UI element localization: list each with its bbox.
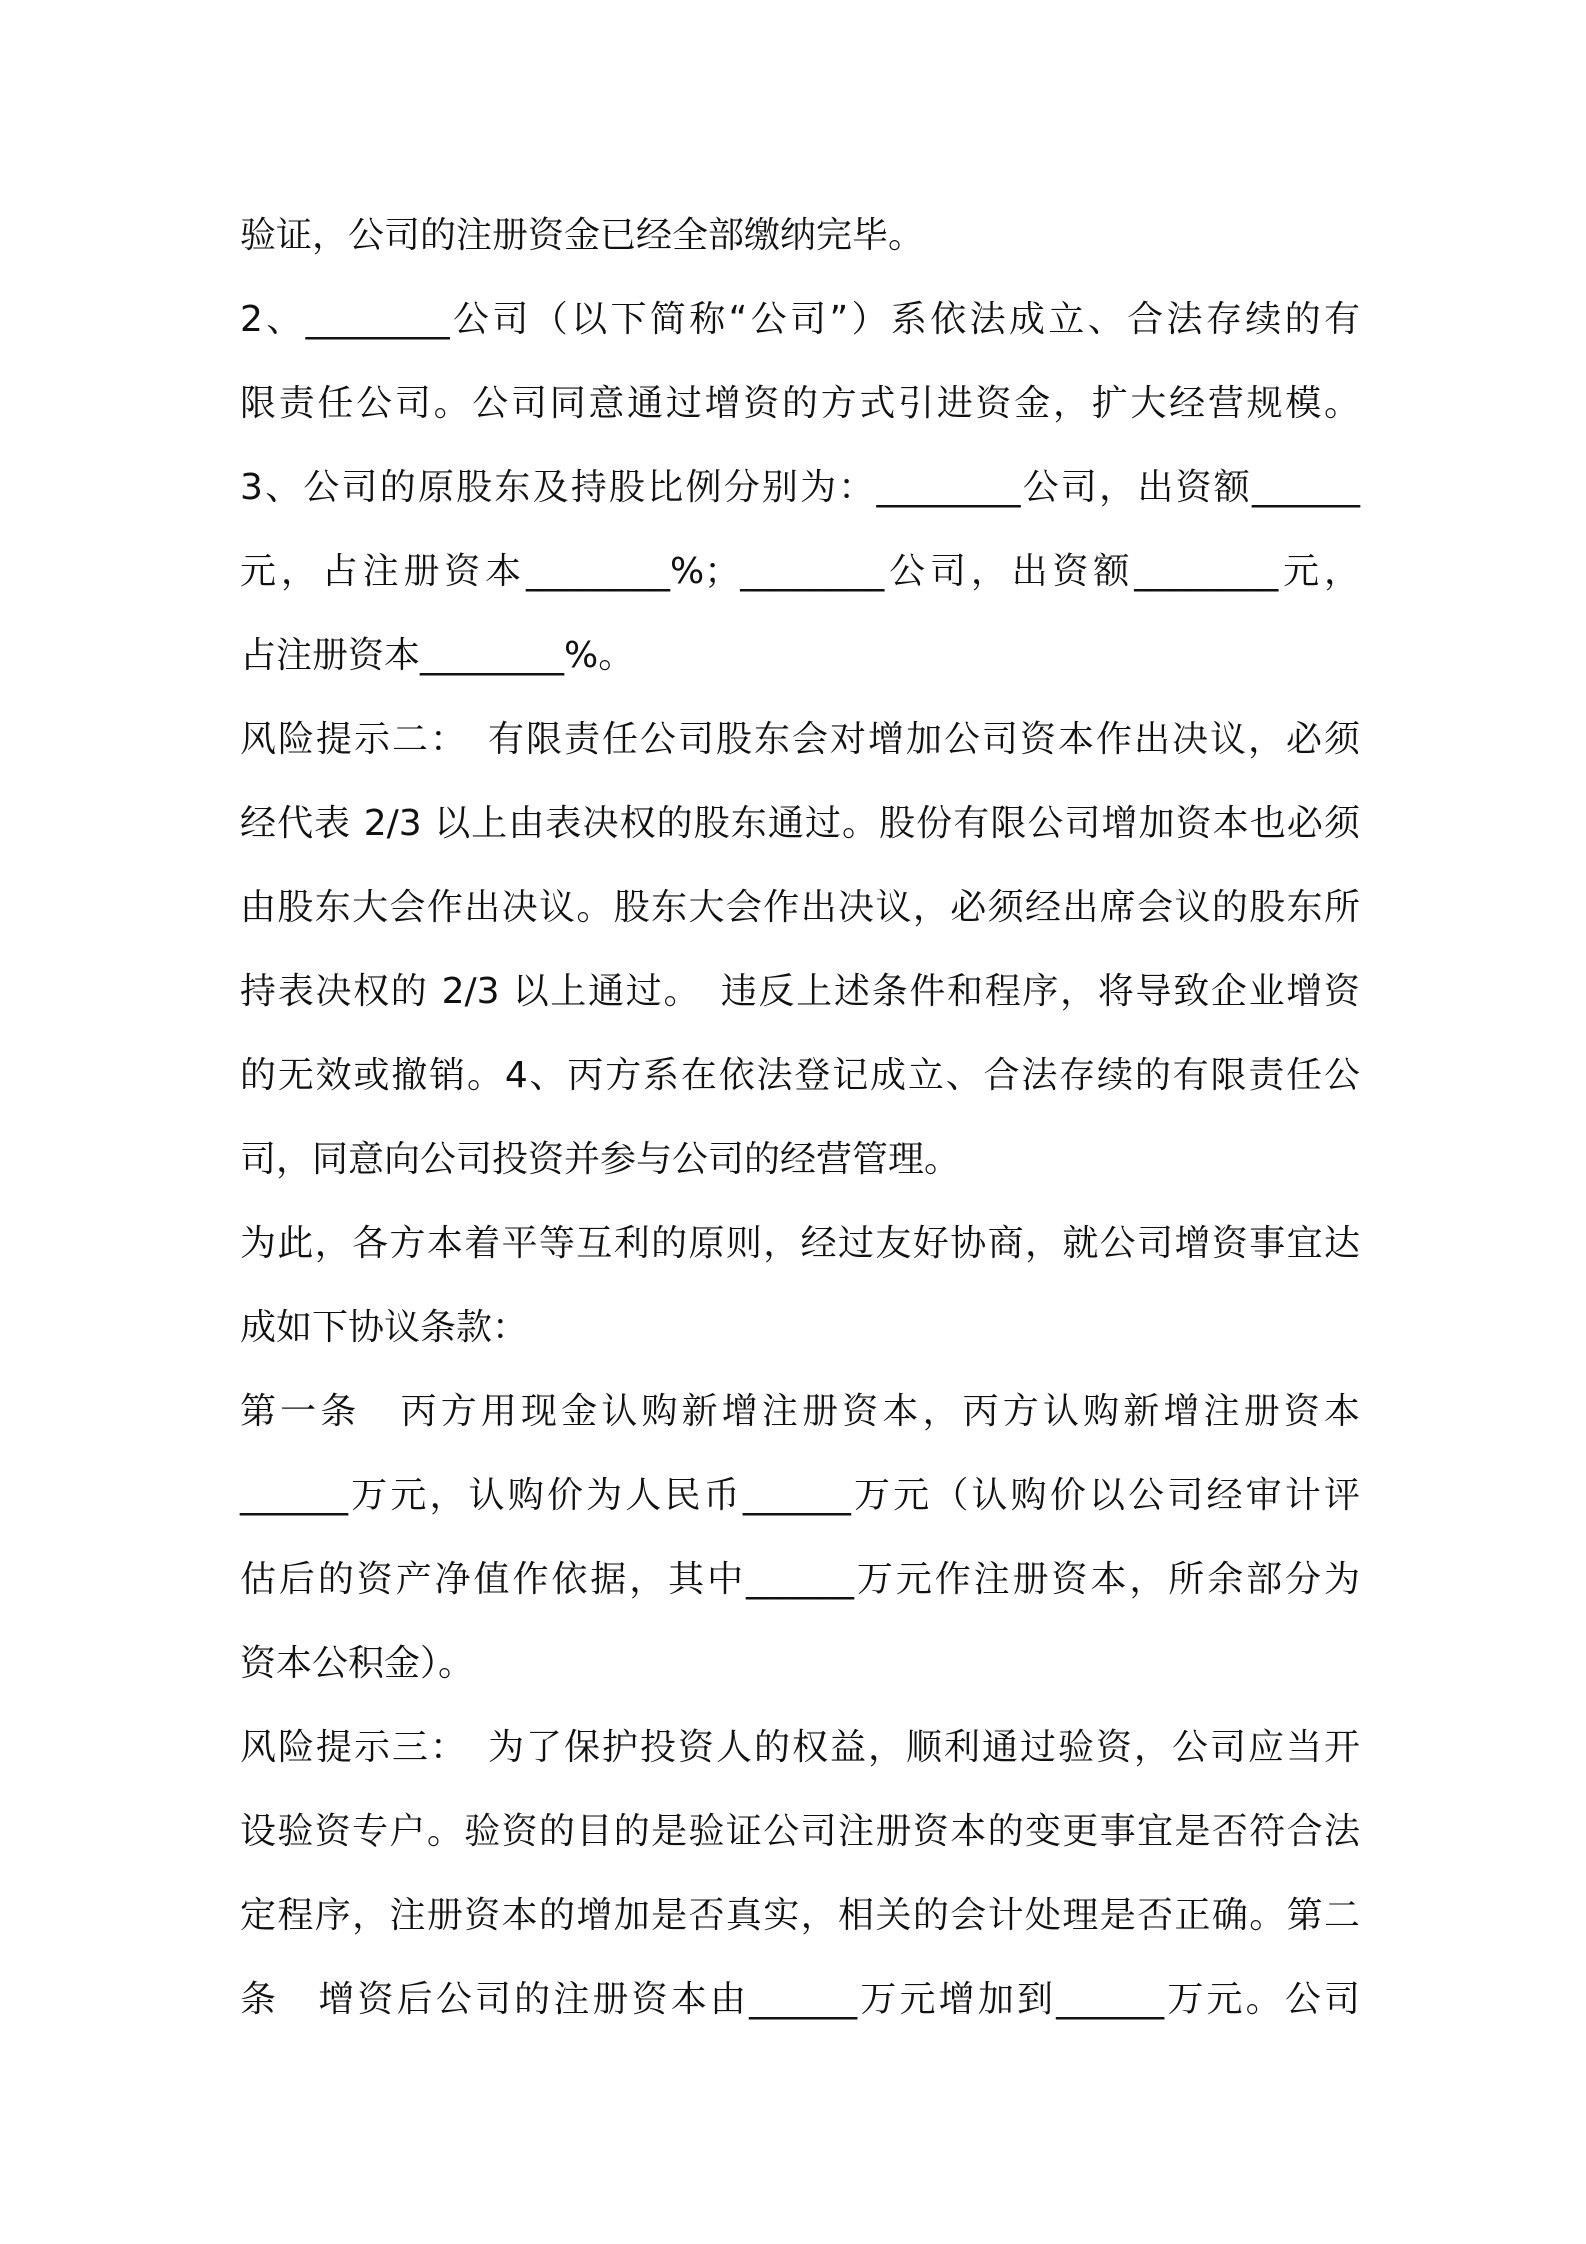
text-line: 为此，各方本着平等互利的原则，经过友好协商，就公司增资事宜达 [240,1223,1360,1264]
text-line: 第一条 丙方用现金认购新增注册资本，丙方认购新增注册资本 [240,1391,1360,1432]
text-line: 资本公积金）。 [240,1643,475,1684]
text-line: 风险提示二： 有限责任公司股东会对增加公司资本作出决议，必须 [240,719,1360,760]
text-line: 2、________公司（以下简称“公司”）系依法成立、合法存续的有 [240,299,1360,340]
text-line: 经代表 2/3 以上由表决权的股东通过。股份有限公司增加资本也必须 [240,803,1360,844]
text-line: 条 增资后公司的注册资本由______万元增加到______万元。公司 [240,1979,1360,2020]
text-line: 持表决权的 2/3 以上通过。 违反上述条件和程序，将导致企业增资 [240,971,1360,1012]
text-line: 估后的资产净值作依据，其中______万元作注册资本，所余部分为 [240,1559,1360,1600]
text-line: 定程序，注册资本的增加是否真实，相关的会计处理是否正确。第二 [240,1895,1360,1936]
text-line: 司，同意向公司投资并参与公司的经营管理。 [240,1139,961,1180]
text-line: 验证，公司的注册资金已经全部缴纳完毕。 [240,215,925,256]
text-line: 风险提示三： 为了保护投资人的权益，顺利通过验资，公司应当开 [240,1727,1360,1768]
text-line: 设验资专户。验资的目的是验证公司注册资本的变更事宜是否符合法 [240,1811,1360,1852]
text-line: 元，占注册资本________%；________公司，出资额________元， [240,551,1360,592]
text-line: 占注册资本________%。 [240,635,635,676]
text-line: 的无效或撤销。4、丙方系在依法登记成立、合法存续的有限责任公 [240,1055,1360,1096]
text-line: 3、公司的原股东及持股比例分别为：________公司，出资额______ [240,467,1360,508]
document-body [240,194,1360,2042]
text-line: 限责任公司。公司同意通过增资的方式引进资金，扩大经营规模。 [240,383,1360,424]
text-line: ______万元，认购价为人民币______万元（认购价以公司经审计评 [240,1475,1360,1516]
text-line: 由股东大会作出决议。股东大会作出决议，必须经出席会议的股东所 [240,887,1360,928]
text-line: 成如下协议条款： [240,1307,529,1348]
